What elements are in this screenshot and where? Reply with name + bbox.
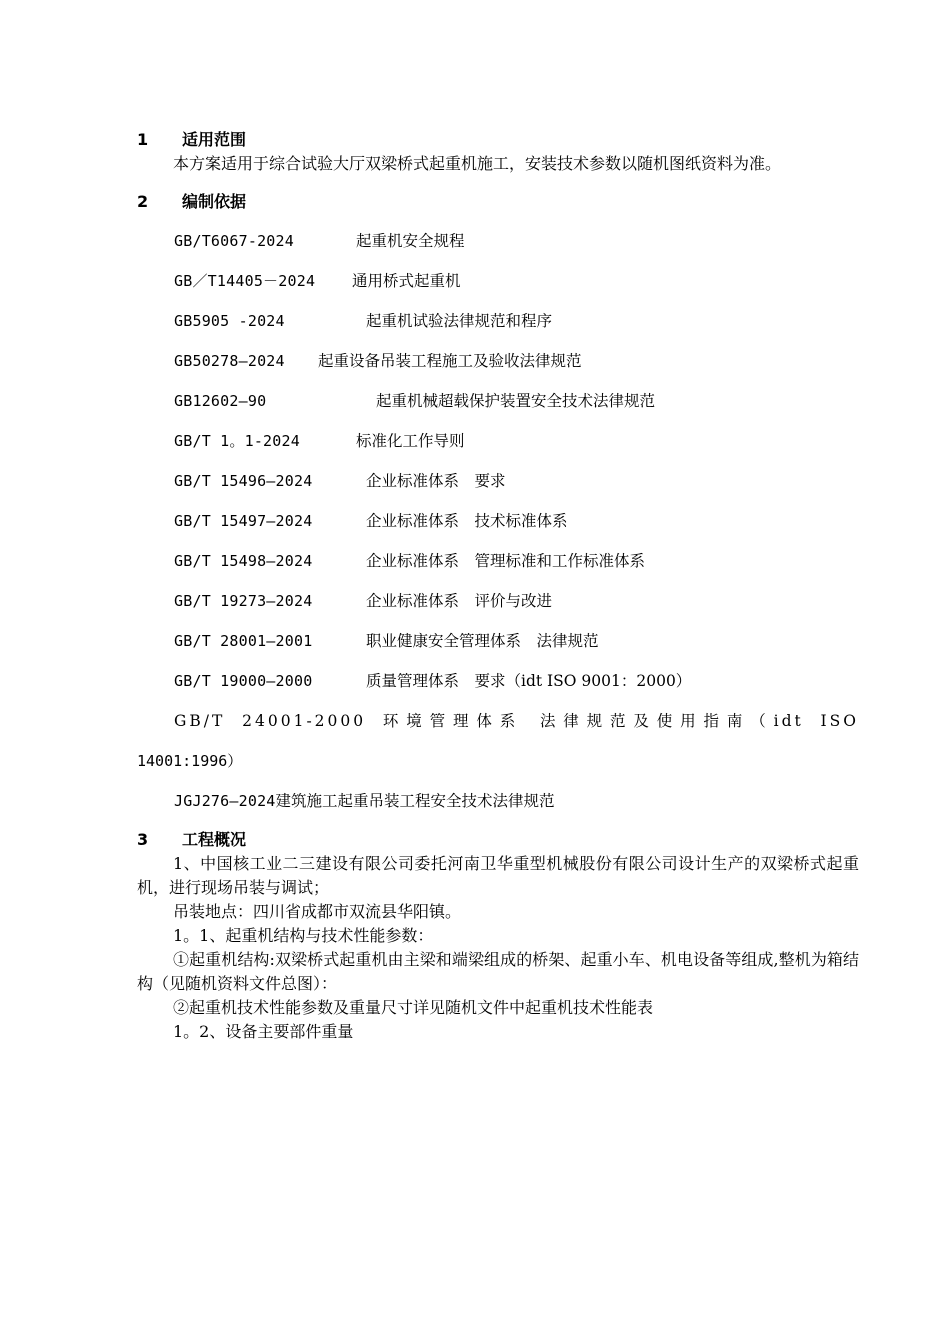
reference-item <box>137 388 859 428</box>
section-number: 2 <box>137 192 149 211</box>
reference-item <box>137 588 859 628</box>
reference-title: 建筑施工起重吊装工程安全技术法律规范 <box>275 792 555 810</box>
reference-title: 起重设备吊装工程施工及验收法律规范 <box>318 352 582 370</box>
reference-code: GB/T 15497—2024 <box>174 512 313 530</box>
reference-title: 起重机试验法律规范和程序 <box>366 312 553 330</box>
section-title: 适用范围 <box>182 130 247 149</box>
paragraph: 1。1、起重机结构与技术性能参数： <box>173 926 434 945</box>
section-heading-3 <box>137 828 859 852</box>
section-heading-1 <box>137 128 859 152</box>
reference-title: 企业标准体系 要求 <box>366 472 506 490</box>
section-title: 编制依据 <box>182 192 247 211</box>
reference-item <box>137 268 859 308</box>
reference-code: GB12602—90 <box>174 392 267 410</box>
reference-title: 企业标准体系 技术标准体系 <box>366 512 568 530</box>
reference-code: GB/T 1。1-2024 <box>174 432 300 450</box>
reference-code: GB/T 19000—2000 <box>174 672 313 690</box>
reference-title: 通用桥式起重机 <box>352 272 461 290</box>
reference-item <box>137 548 859 588</box>
section-number: 1 <box>137 130 149 149</box>
reference-item <box>137 308 859 348</box>
reference-item <box>137 508 859 548</box>
paragraph: 本方案适用于综合试验大厅双梁桥式起重机施工，安装技术参数以随机图纸资料为准。 <box>173 154 782 173</box>
reference-code: GB／T14405－2024 <box>174 272 316 290</box>
paragraph: ①起重机结构:双梁桥式起重机由主梁和端梁组成的桥架、起重小车、机电设备等组成,整机为箱结构（见随机资料文件总图）： <box>137 950 859 993</box>
reference-item <box>137 428 859 468</box>
reference-title: 企业标准体系 评价与改进 <box>366 592 553 610</box>
reference-code: GB5905 -2024 <box>174 312 285 330</box>
reference-code: GB/T6067-2024 <box>174 232 294 250</box>
reference-title: 标准化工作导则 <box>356 432 465 450</box>
reference-item-continuation: 14001:1996） <box>137 752 243 770</box>
reference-item <box>137 228 859 268</box>
reference-code: GB/T 15496—2024 <box>174 472 313 490</box>
reference-title: 职业健康安全管理体系 法律规范 <box>366 632 599 650</box>
reference-code: GB/T 15498—2024 <box>174 552 313 570</box>
reference-item <box>137 628 859 668</box>
reference-list <box>137 228 859 820</box>
paragraph: 吊装地点：四川省成都市双流县华阳镇。 <box>173 902 462 921</box>
reference-item <box>137 668 859 708</box>
section-heading-2 <box>137 190 859 214</box>
document-page <box>137 128 859 1044</box>
section-number: 3 <box>137 830 149 849</box>
reference-title: 企业标准体系 管理标准和工作标准体系 <box>366 552 646 570</box>
reference-item <box>137 348 859 388</box>
paragraph: 1。2、设备主要部件重量 <box>173 1022 354 1041</box>
paragraph: ②起重机技术性能参数及重量尺寸详见随机文件中起重机技术性能表 <box>173 998 654 1017</box>
reference-title: 质量管理体系 要求（idt ISO 9001：2000） <box>366 672 692 690</box>
section-title: 工程概况 <box>182 830 247 849</box>
reference-item-wrapped: GB/T 24001-2000 环境管理体系 法律规范及使用指南（idt ISO <box>174 712 859 730</box>
reference-code: GB/T 19273—2024 <box>174 592 313 610</box>
reference-code: GB/T 28001—2001 <box>174 632 313 650</box>
reference-code: GB50278—2024 <box>174 352 285 370</box>
paragraph: 1、中国核工业二三建设有限公司委托河南卫华重型机械股份有限公司设计生产的双梁桥式起重机，进行现场吊装与调试； <box>137 854 859 897</box>
reference-code: JGJ276—2024 <box>174 792 276 810</box>
reference-title: 起重机安全规程 <box>356 232 465 250</box>
reference-item <box>137 788 859 820</box>
reference-title: 起重机械超载保护装置安全技术法律规范 <box>376 392 656 410</box>
reference-item <box>137 468 859 508</box>
